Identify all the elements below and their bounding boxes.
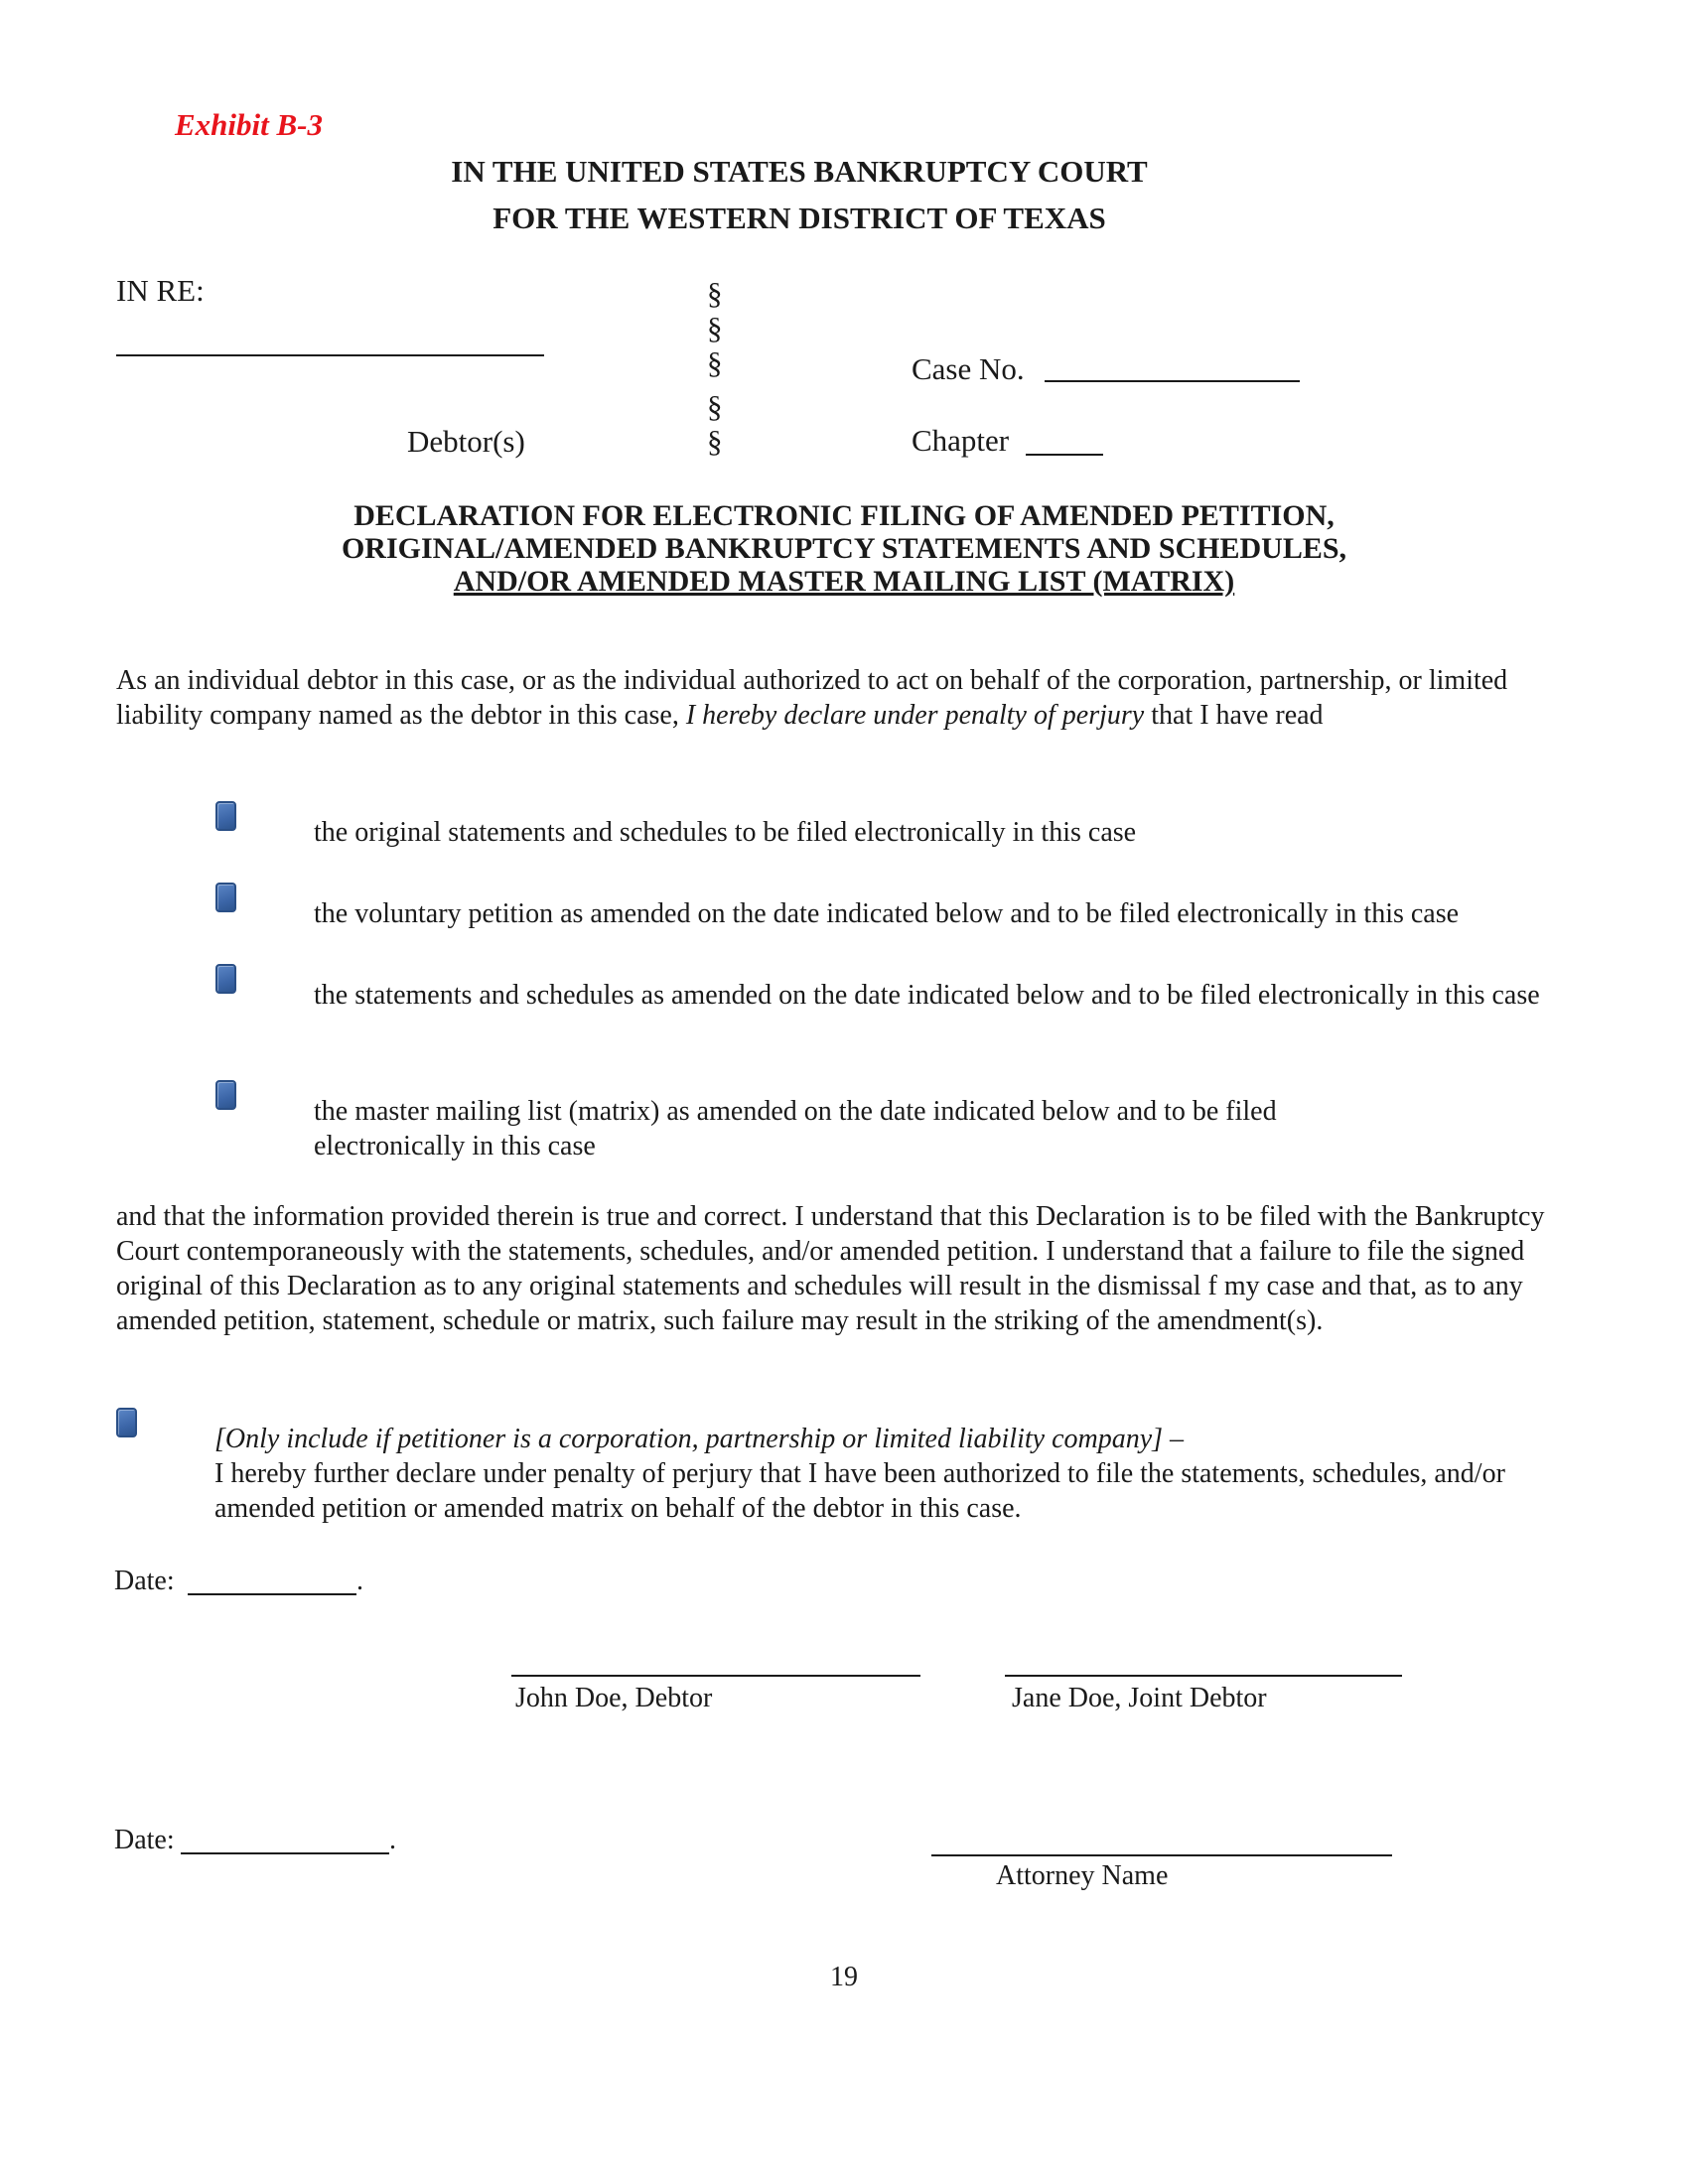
section-symbol: § <box>707 345 723 380</box>
checkbox-corporate[interactable] <box>116 1408 137 1437</box>
checkbox-amended-petition[interactable] <box>215 883 236 912</box>
section-symbol: § <box>707 276 723 311</box>
attorney-signature-line[interactable] <box>931 1854 1392 1856</box>
court-name: IN THE UNITED STATES BANKRUPTCY COURT <box>451 154 1148 189</box>
date-field[interactable] <box>181 1852 389 1854</box>
checkbox-original-statements[interactable] <box>215 801 236 831</box>
case-no-field[interactable] <box>1045 380 1300 382</box>
checkbox-amended-statements[interactable] <box>215 964 236 994</box>
debtor-label: Debtor(s) <box>407 424 525 459</box>
title-line-3: AND/OR AMENDED MASTER MAILING LIST (MATRIX) <box>453 565 1235 598</box>
debtor-signature-line[interactable] <box>511 1675 920 1677</box>
in-re-label: IN RE: <box>116 273 205 308</box>
corporate-text: I hereby further declare under penalty of perjury that I have been authorized to file the statements, schedules, and/or amended petition or amended matrix on behalf of the debtor in this case. <box>214 1458 1505 1524</box>
date-label: Date: <box>114 1825 175 1855</box>
intro-text: As an individual debtor in this case, or as the individual authorized to act on behalf of the corporation, partnership, or limited liability company named as the debtor in this case, <box>116 665 1508 731</box>
option-amended-matrix: the master mailing list (matrix) as amended on the date indicated below and to be filed electronically in this case <box>314 1096 1277 1161</box>
court-district: FOR THE WESTERN DISTRICT OF TEXAS <box>492 201 1106 235</box>
debtor-signature-label: John Doe, Debtor <box>515 1683 713 1713</box>
section-symbol: § <box>707 389 723 424</box>
date-period: . <box>356 1566 363 1596</box>
debtor-name-line[interactable] <box>116 354 544 356</box>
document-title <box>0 499 1688 598</box>
page-number: 19 <box>830 1962 858 1992</box>
date-field[interactable] <box>188 1593 356 1595</box>
chapter-field[interactable] <box>1026 454 1103 456</box>
option-amended-petition: the voluntary petition as amended on the date indicated below and to be filed electronically in this case <box>314 898 1460 929</box>
joint-debtor-signature-line[interactable] <box>1005 1675 1402 1677</box>
option-original-statements: the original statements and schedules to be filed electronically in this case <box>314 817 1137 848</box>
declaration-paragraph: and that the information provided therein is true and correct. I understand that this Declaration is to be filed with the Bankruptcy Court contemporaneously with the statements, schedules, and/or amended petition. I understand that a failure to file the signed original of this Declaration as to any original statements and schedules will result in the dismissal f my case and that, as to any amended petition, statement, schedule or matrix, such failure may result in the striking of the amendment(s). <box>116 1201 1545 1336</box>
corporate-note: [Only include if petitioner is a corporation, partnership or limited liability company] – <box>214 1424 1185 1454</box>
intro-tail: that I have read <box>1144 700 1324 731</box>
title-line-1: DECLARATION FOR ELECTRONIC FILING OF AMENDED PETITION, <box>353 499 1335 532</box>
joint-debtor-signature-label: Jane Doe, Joint Debtor <box>1012 1683 1267 1713</box>
date-period: . <box>389 1825 396 1855</box>
attorney-signature-label: Attorney Name <box>996 1860 1169 1891</box>
chapter-label: Chapter <box>912 423 1010 458</box>
section-symbol: § <box>707 311 723 345</box>
option-amended-statements: the statements and schedules as amended on the date indicated below and to be filed electronically in this case <box>314 980 1540 1011</box>
section-symbol: § <box>707 424 723 459</box>
case-no-label: Case No. <box>912 351 1025 386</box>
date-label: Date: <box>114 1566 175 1596</box>
intro-italic: I hereby declare under penalty of perjury <box>685 700 1145 731</box>
exhibit-label: Exhibit B-3 <box>175 107 324 142</box>
title-line-2: ORIGINAL/AMENDED BANKRUPTCY STATEMENTS AND SCHEDULES, <box>341 532 1347 565</box>
intro-paragraph <box>116 663 1546 733</box>
corporate-block <box>214 1422 1585 1526</box>
checkbox-amended-matrix[interactable] <box>215 1080 236 1110</box>
